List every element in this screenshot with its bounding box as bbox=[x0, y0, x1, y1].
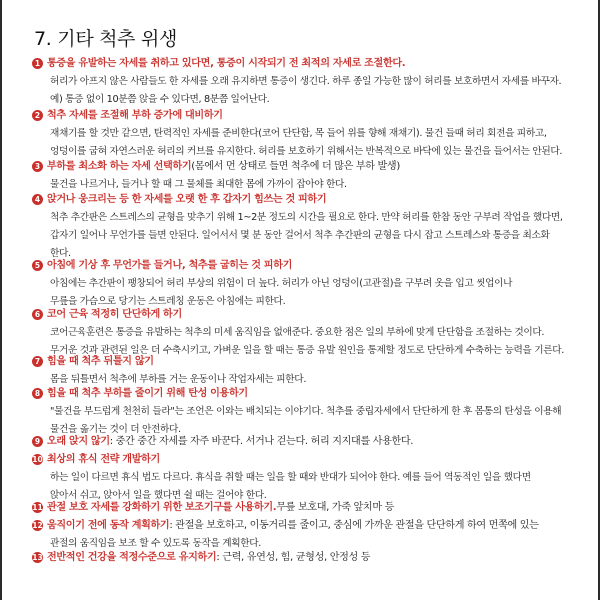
list-item bbox=[32, 307, 584, 360]
body-line: 예) 통증 없이 10분쯤 앉을 수 있다면, 8분쯤 일어난다. bbox=[50, 94, 270, 105]
item-heading bbox=[32, 518, 584, 533]
item-heading-text: 척추 자세를 조절해 부하 증가에 대비하기 bbox=[47, 110, 223, 121]
list-item bbox=[32, 518, 584, 553]
number-badge: 10 bbox=[32, 455, 43, 464]
body-line: 척추 추간판은 스트레스의 균형을 맞추기 위해 1~2분 정도의 시간을 필요로 한다. 만약 허리를 한참 동안 구부려 작업을 했다면, bbox=[50, 212, 563, 223]
body-line: 무릎을 가슴으로 당기는 스트레칭 운동은 아침에는 피한다. bbox=[50, 296, 286, 307]
item-heading-text: 부하를 최소화 하는 자세 선택하기 bbox=[47, 161, 192, 172]
item-heading-text: 앉거나 웅크리는 등 한 자세를 오랫 한 후 갑자기 힘쓰는 것 피하기 bbox=[47, 194, 327, 205]
number-badge: 6 bbox=[32, 309, 43, 320]
item-heading-text: 힘을 때 척추 뒤틀지 않기 bbox=[47, 356, 154, 367]
item-heading-text: 전반적인 건강을 적정수준으로 유지하기 bbox=[47, 552, 217, 563]
body-line: 한다. bbox=[50, 248, 71, 259]
body-line: 몸을 뒤틀면서 척추에 부하를 거는 운동이나 작업자세는 피한다. bbox=[50, 374, 307, 385]
number-badge: 11 bbox=[32, 503, 43, 512]
body-line: 하는 일이 다르면 휴식 법도 다르다. 휴식을 취할 때는 일을 할 때와 반대가 되어야 한다. 예를 들어 역동적인 일을 했다면 bbox=[50, 472, 531, 483]
body-line: 엉덩이를 굽혀 자연스러운 허리의 커브를 유지한다. 허리를 보호하기 위해서는 반복적으로 바닥에 있는 물건을 들어서는 안된다. bbox=[50, 146, 563, 157]
body-line: 앉아서 쉬고, 앉아서 일을 했다면 쉴 때는 걸어야 한다. bbox=[50, 490, 267, 501]
item-heading-note: : 중간 중간 자세를 자주 바꾼다. 서거나 걷는다. 허리 지지대를 사용한다. bbox=[109, 436, 414, 447]
item-heading bbox=[32, 192, 584, 207]
body-line: 갑자기 일어나 무언가를 들면 안된다. 일어서서 몇 분 동안 걸어서 척추 추간판의 균형을 다시 잡고 스트레스와 통증을 최소화 bbox=[50, 230, 550, 241]
item-heading bbox=[32, 56, 584, 71]
body-line: 허리가 아프지 않은 사람들도 한 자세를 오래 유지하면 통증이 생긴다. 하루 종일 가능한 많이 허리를 보호하면서 자세를 바꾸자. bbox=[50, 76, 562, 87]
item-heading-text: 힘을 때 척추 부하를 줄이기 위해 탄성 이용하기 bbox=[47, 388, 248, 399]
list-item bbox=[32, 386, 584, 439]
body-line: 무거운 것과 관련된 일은 더 수축시키고, 가벼운 일을 할 때는 통증 유발 원인을 통제할 정도로 단단하게 수축하는 능력을 기른다. bbox=[50, 345, 564, 356]
item-heading-text: 코어 근육 적정히 단단하게 하기 bbox=[47, 309, 182, 320]
number-badge: 9 bbox=[32, 436, 43, 447]
body-line: 코어근육훈련은 통증을 유발하는 척추의 미세 움직임을 없애준다. 중요한 점은 일의 부하에 맞게 단단함을 조절하는 것이다. bbox=[50, 327, 545, 338]
item-heading bbox=[32, 159, 584, 174]
page-title: 7. 기타 척추 위생 bbox=[34, 28, 178, 50]
item-heading bbox=[32, 108, 584, 123]
item-heading-text: 움직이기 전에 동작 계획하기 bbox=[47, 520, 170, 531]
item-heading bbox=[32, 434, 584, 449]
number-badge: 8 bbox=[32, 388, 43, 399]
item-heading bbox=[32, 354, 584, 369]
number-badge: 4 bbox=[32, 194, 43, 205]
number-badge: 3 bbox=[32, 161, 43, 172]
list-item bbox=[32, 258, 584, 311]
list-item bbox=[32, 354, 584, 389]
item-heading bbox=[32, 258, 584, 273]
item-heading-text: 최상의 휴식 전략 개발하기 bbox=[47, 454, 160, 465]
item-heading-text: 오래 앉지 않기 bbox=[47, 436, 110, 447]
body-line: 아침에는 추간판이 팽창되어 허리 부상의 위험이 더 높다. 허리가 아닌 엉덩이(고관절)을 구부려 옷을 입고 씻업이나 bbox=[50, 278, 513, 289]
number-badge: 2 bbox=[32, 110, 43, 121]
item-heading-note: : 관절을 보호하고, 이동거리를 줄이고, 중심에 가까운 관절을 단단하게 하여 먼쪽에 있는 bbox=[169, 520, 539, 531]
list-item bbox=[32, 550, 584, 565]
item-heading-text: 관절 보호 자세를 강화하기 위한 보조기구를 사용하기. bbox=[47, 502, 277, 513]
number-badge: 7 bbox=[32, 356, 43, 367]
item-heading bbox=[32, 307, 584, 322]
list-item bbox=[32, 500, 584, 515]
list-item bbox=[32, 108, 584, 161]
item-heading bbox=[32, 452, 584, 467]
number-badge: 5 bbox=[32, 260, 43, 271]
body-line: 재채기를 할 것만 같으면, 탄력적인 자세를 준비한다(코어 단단함, 목 들어 위를 향해 재채기). 물건 들때 허리 회전을 피하고, bbox=[50, 128, 547, 139]
item-heading-note: : 근력, 유연성, 힘, 균형성, 안정성 등 bbox=[216, 552, 371, 563]
item-body bbox=[50, 275, 584, 311]
number-badge: 12 bbox=[32, 521, 43, 530]
body-line: 물건을 옮기는 것이 더 안전하다. bbox=[50, 424, 181, 435]
item-heading-text: 통증을 유발하는 자세를 취하고 있다면, 통증이 시작되기 전 최적의 자세로 조절한다. bbox=[47, 58, 406, 69]
list-item bbox=[32, 452, 584, 505]
body-line: 관절의 움직임을 보조 할 수 있도록 동작을 계획한다. bbox=[50, 538, 262, 549]
list-item bbox=[32, 192, 584, 263]
number-badge: 1 bbox=[32, 58, 43, 69]
list-item bbox=[32, 159, 584, 194]
body-line: 물건을 나르거나, 들거나 할 때 그 물체를 최대한 몸에 가까이 잡아야 한다. bbox=[50, 179, 347, 190]
body-line: "물건을 부드럽게 천천히 들라"는 조언은 이와는 배치되는 이야기다. 척추를 중립자세에서 단단하게 한 후 몸통의 탄성을 이용해 bbox=[50, 406, 562, 417]
item-heading bbox=[32, 550, 584, 565]
item-body bbox=[50, 209, 584, 263]
item-heading-note: (몸에서 먼 상태로 들면 척추에 더 많은 부하 발생) bbox=[191, 161, 400, 172]
item-heading-note: 무릎 보호대, 가죽 앞치마 등 bbox=[276, 502, 394, 513]
item-body bbox=[50, 125, 584, 161]
item-heading bbox=[32, 500, 584, 515]
item-heading bbox=[32, 386, 584, 401]
number-badge: 13 bbox=[32, 553, 43, 562]
list-item bbox=[32, 434, 584, 449]
list-item bbox=[32, 56, 584, 109]
item-heading-text: 아침에 기상 후 무언가를 들거나, 척추를 굽히는 것 피하기 bbox=[47, 260, 293, 271]
item-body bbox=[50, 73, 584, 109]
